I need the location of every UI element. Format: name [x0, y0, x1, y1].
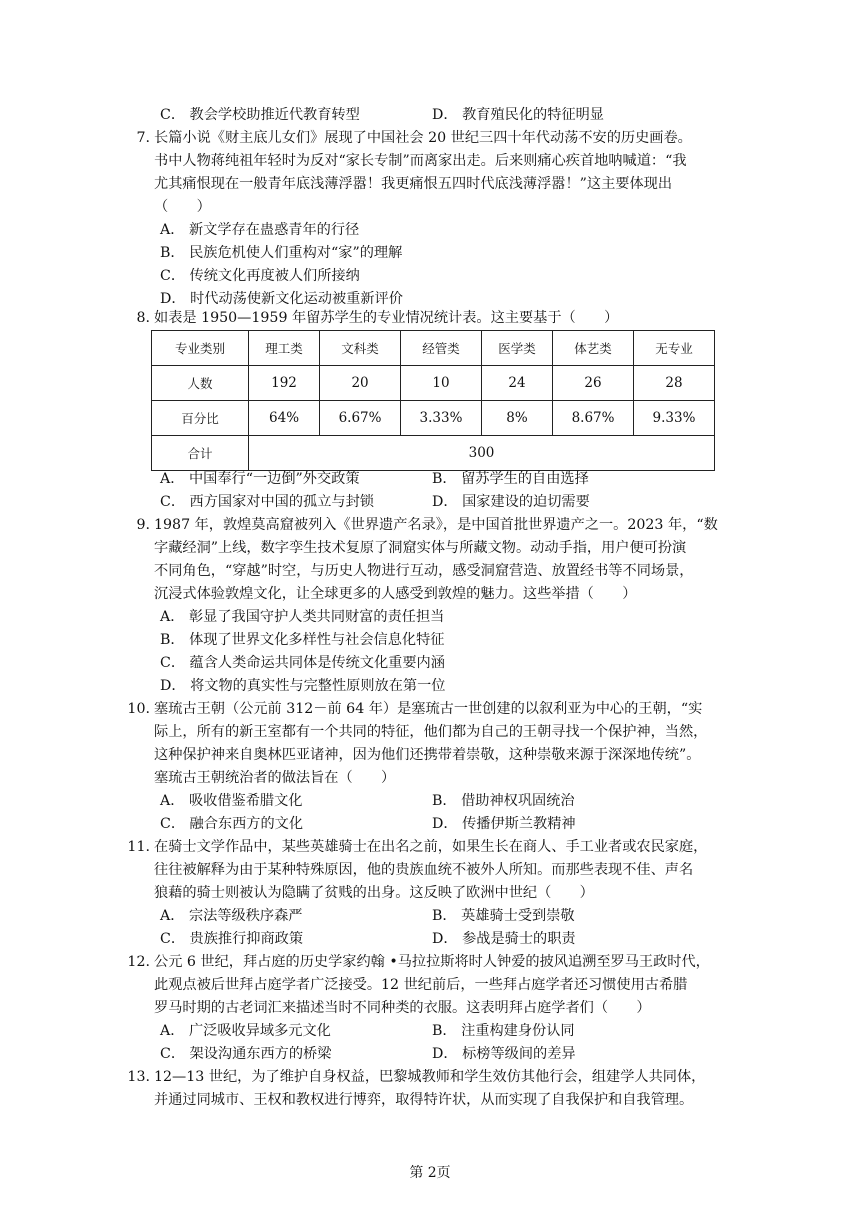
q9-option-d: D． 将文物的真实性与完整性原则放在第一位: [160, 678, 446, 694]
q12-option-a: A． 广泛吸收异域多元文化: [160, 1023, 331, 1039]
q13-stem-line: 并通过同城市、王权和教权进行博弈，取得特许状，从而实现了自我保护和自我管理。: [154, 1092, 694, 1108]
table-cell: 9.33%: [634, 401, 715, 436]
q7-stem-line: 书中人物蒋纯祖年轻时为反对“家长专制”而离家出走。后来则痛心疾首地呐喊道：“我: [154, 153, 687, 169]
table-header-cell: 文科类: [320, 331, 401, 366]
q11-option-c: C． 贵族推行抑商政策: [160, 931, 304, 947]
q8-option-c: C． 西方国家对中国的孤立与封锁: [160, 494, 374, 510]
table-cell: 3.33%: [401, 401, 482, 436]
q12-stem-line: 此观点被后世拜占庭学者广泛接受。12 世纪前后，一些拜占庭学者还习惯使用古希腊: [154, 977, 688, 993]
q10-option-a: A． 吸收借鉴希腊文化: [160, 793, 303, 809]
q10-number: 10.: [127, 701, 150, 717]
q8-option-a: A． 中国奉行“一边倒”外交政策: [160, 471, 360, 487]
table-cell: 24: [481, 366, 552, 401]
q8-option-d: D． 国家建设的迫切需要: [432, 494, 590, 510]
table-cell: 192: [249, 366, 320, 401]
q7-option-a: A． 新文学存在蛊惑青年的行径: [160, 222, 360, 238]
table-cell: 8.67%: [553, 401, 634, 436]
q10-stem-line: 这种保护神来自奥林匹亚诸神，因为他们还携带着崇敬，这种崇敬来源于深深地传统”。: [154, 747, 701, 763]
q7-stem-line: 长篇小说《财主底儿女们》展现了中国社会 20 世纪三四十年代动荡不安的历史画卷。: [154, 130, 692, 146]
q7-stem-line: 尤其痛恨现在一般青年底浅薄浮嚣！我更痛恨五四时代底浅薄浮嚣！”这主要体现出: [154, 176, 673, 192]
q11-option-d: D． 参战是骑士的职责: [432, 931, 576, 947]
table-row: [152, 366, 715, 401]
q13-stem-line: 12—13 世纪，为了维护自身权益，巴黎城教师和学生效仿其他行会，组建学人共同体，: [154, 1069, 706, 1085]
q10-stem-line: 际上，所有的新王室都有一个共同的特征，他们都为自己的王朝寻找一个保护神，当然，: [154, 724, 708, 740]
table-header-cell: 无专业: [634, 331, 715, 366]
q10-option-b: B． 借助神权巩固统治: [432, 793, 575, 809]
q8-number: 8.: [136, 310, 150, 326]
q7-number: 7.: [136, 130, 150, 146]
table-header-cell: 医学类: [481, 331, 552, 366]
q7-stem-line: （ ）: [154, 199, 211, 215]
table-cell: 26: [553, 366, 634, 401]
table-cell: 8%: [481, 401, 552, 436]
table-header-cell: 专业类别: [152, 331, 249, 366]
table-cell: 6.67%: [320, 401, 401, 436]
table-row-label: 合计: [152, 436, 249, 471]
table-cell: 64%: [249, 401, 320, 436]
q9-stem-line: 不同角色，“穿越”时空，与历史人物进行互动，感受洞窟营造、放置经书等不同场景，: [154, 563, 694, 579]
q9-stem-line: 字藏经洞”上线，数字孪生技术复原了洞窟实体与所藏文物。动动手指，用户便可扮演: [154, 540, 687, 556]
q10-stem-line: 塞琉古王朝（公元前 312－前 64 年）是塞琉古一世创建的以叙利亚为中心的王朝，“实: [154, 701, 703, 717]
table-row: [152, 436, 715, 471]
table-cell: 10: [401, 366, 482, 401]
q9-option-a: A． 彰显了我国守护人类共同财富的责任担当: [160, 609, 445, 625]
table-row: [152, 401, 715, 436]
q9-stem-line: 沉浸式体验敦煌文化，让全球更多的人感受到敦煌的魅力。这些举措（ ）: [154, 586, 637, 602]
q10-option-d: D． 传播伊斯兰教精神: [432, 816, 576, 832]
q7-option-b: B． 民族危机使人们重构对“家”的理解: [160, 245, 403, 261]
q12-option-b: B． 注重构建身份认同: [432, 1023, 575, 1039]
q11-stem-line: 狼藉的骑士则被认为隐瞒了贫贱的出身。这反映了欧洲中世纪（ ）: [154, 885, 594, 901]
table-row-label: 人数: [152, 366, 249, 401]
table-cell: 28: [634, 366, 715, 401]
q11-stem-line: 往往被解释为由于某种特殊原因，他的贵族血统不被外人所知。而那些表现不佳、声名: [154, 862, 694, 878]
q11-number: 11.: [127, 839, 150, 855]
table-row-label: 百分比: [152, 401, 249, 436]
q10-stem-line: 塞琉古王朝统治者的做法旨在（ ）: [154, 770, 396, 786]
q6-option-d: D． 教育殖民化的特征明显: [432, 107, 604, 123]
q13-number: 13.: [127, 1069, 150, 1085]
q11-option-b: B． 英雄骑士受到崇敬: [432, 908, 575, 924]
study-abroad-stats-table: [151, 330, 715, 471]
q11-stem-line: 在骑士文学作品中，某些英雄骑士在出名之前，如果生长在商人、手工业者或农民家庭，: [154, 839, 708, 855]
q8-option-b: B． 留苏学生的自由选择: [432, 471, 589, 487]
table-total-cell: 300: [249, 436, 715, 471]
q8-stem-line: 如表是 1950—1959 年留苏学生的专业情况统计表。这主要基于（ ）: [154, 310, 619, 326]
q12-stem-line: 公元 6 世纪，拜占庭的历史学家约翰 •马拉拉斯将时人钟爱的披风追溯至罗马王政时代，: [154, 954, 710, 970]
q9-number: 9.: [136, 517, 150, 533]
table-header-cell: 理工类: [249, 331, 320, 366]
q12-option-d: D． 标榜等级间的差异: [432, 1046, 576, 1062]
table-cell: 20: [320, 366, 401, 401]
page-number: 第 2页: [409, 1165, 451, 1181]
table-header-cell: 体艺类: [553, 331, 634, 366]
q7-option-c: C． 传统文化再度被人们所接纳: [160, 268, 360, 284]
q9-stem-line: 1987 年，敦煌莫高窟被列入《世界遗产名录》，是中国首批世界遗产之一。2023 年，“数: [154, 517, 718, 533]
q9-option-b: B． 体现了世界文化多样性与社会信息化特征: [160, 632, 445, 648]
q12-number: 12.: [127, 954, 150, 970]
q11-option-a: A． 宗法等级秩序森严: [160, 908, 303, 924]
q9-option-c: C． 蕴含人类命运共同体是传统文化重要内涵: [160, 655, 445, 671]
q12-stem-line: 罗马时期的古老词汇来描述当时不同种类的衣服。这表明拜占庭学者们（ ）: [154, 1000, 651, 1016]
table-header-row: [152, 331, 715, 366]
q12-option-c: C． 架设沟通东西方的桥梁: [160, 1046, 332, 1062]
q10-option-c: C． 融合东西方的文化: [160, 816, 304, 832]
q7-option-d: D． 时代动荡使新文化运动被重新评价: [160, 291, 403, 307]
q6-option-c: C． 教会学校助推近代教育转型: [160, 107, 360, 123]
table-header-cell: 经管类: [401, 331, 482, 366]
